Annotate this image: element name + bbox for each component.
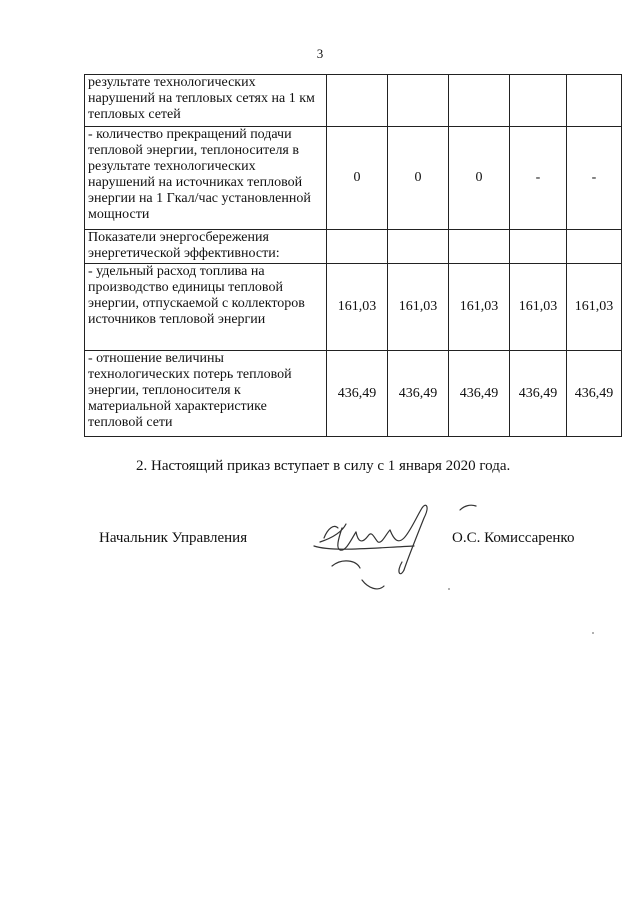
- scan-speck: [448, 588, 450, 590]
- row-value: -: [567, 127, 622, 230]
- row-value: 436,49: [327, 351, 388, 437]
- row-label: - количество прекращений подачи тепловой энергии, теплоносителя в результате технологических нарушений на источниках тепловой энергии на 1 Гкал/час установленной мощности: [85, 127, 327, 230]
- row-value: 436,49: [567, 351, 622, 437]
- row-value: 161,03: [327, 264, 388, 351]
- row-value: 161,03: [449, 264, 510, 351]
- page-number: 3: [316, 46, 324, 61]
- table-row: [85, 75, 622, 127]
- table-row: [85, 127, 622, 230]
- row-value: [510, 75, 567, 127]
- row-value: [388, 230, 449, 264]
- row-value: 0: [327, 127, 388, 230]
- row-label: результате технологических нарушений на тепловых сетях на 1 км тепловых сетей: [85, 75, 327, 127]
- row-value: 436,49: [388, 351, 449, 437]
- row-value: [567, 230, 622, 264]
- row-value: [327, 230, 388, 264]
- row-value: [449, 230, 510, 264]
- table-row: [85, 230, 622, 264]
- row-value: 161,03: [388, 264, 449, 351]
- row-value: 161,03: [510, 264, 567, 351]
- row-value: [388, 75, 449, 127]
- row-value: 436,49: [510, 351, 567, 437]
- scan-speck: [592, 632, 594, 634]
- row-label: Показатели энергосбережения энергетической эффективности:: [85, 230, 327, 264]
- row-value: [327, 75, 388, 127]
- row-value: 0: [449, 127, 510, 230]
- table-row: [85, 264, 622, 351]
- row-value: 436,49: [449, 351, 510, 437]
- row-label: - отношение величины технологических потерь тепловой энергии, теплоносителя к материальной характеристике тепловой сети: [85, 351, 327, 437]
- row-value: [510, 230, 567, 264]
- row-value: [567, 75, 622, 127]
- table-row: [85, 351, 622, 437]
- row-value: 0: [388, 127, 449, 230]
- order-effective-date-text: 2. Настоящий приказ вступает в силу с 1 января 2020 года.: [136, 458, 511, 474]
- row-label: - удельный расход топлива на производство единицы тепловой энергии, отпускаемой с коллекторов источников тепловой энергии: [85, 264, 327, 351]
- indicators-table: [84, 74, 622, 437]
- signer-title: Начальник Управления: [99, 530, 248, 546]
- signer-name: О.С. Комиссаренко: [452, 530, 575, 546]
- row-value: [449, 75, 510, 127]
- row-value: -: [510, 127, 567, 230]
- row-value: 161,03: [567, 264, 622, 351]
